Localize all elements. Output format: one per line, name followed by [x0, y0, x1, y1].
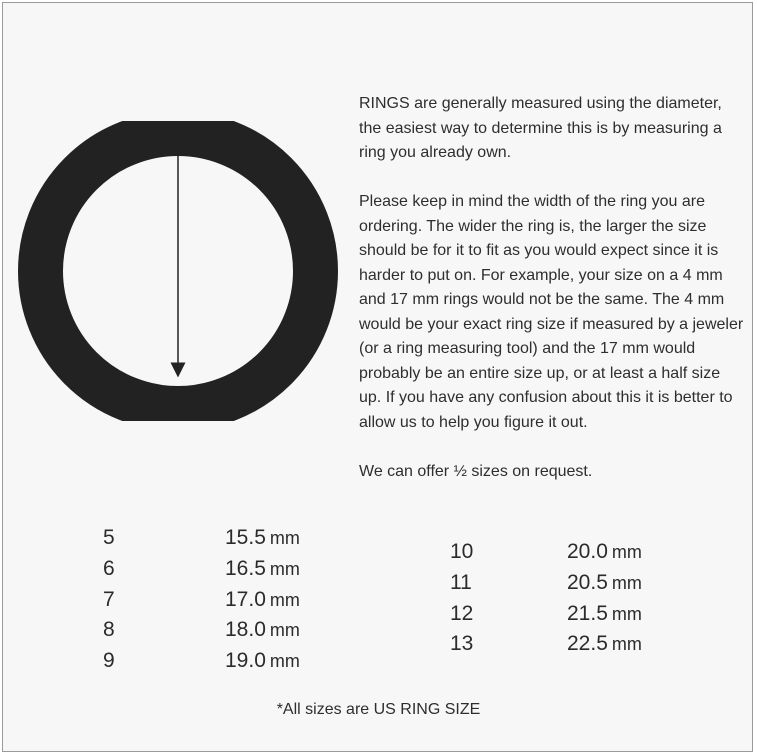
- description-paragraph-diameter: RINGS are generally measured using the diameter, the easiest way to determine this is by measuring a ring you already own.: [359, 95, 722, 161]
- ring-diameter-icon: [17, 121, 339, 421]
- ring-size: 8: [103, 618, 115, 642]
- size-row: [103, 523, 363, 554]
- size-chart-right: [450, 537, 710, 660]
- ring-diameter: 20.5: [567, 570, 608, 594]
- unit-label: mm: [269, 651, 300, 672]
- ring-size: 10: [450, 540, 474, 563]
- unit-label: mm: [269, 558, 300, 579]
- ring-diameter: 22.5: [567, 632, 608, 656]
- unit-label: mm: [269, 528, 300, 548]
- ring-size: 6: [103, 556, 115, 580]
- ring-diameter: 18.0: [225, 618, 266, 642]
- ring-size: 5: [103, 526, 115, 549]
- size-row: [103, 585, 363, 616]
- ring-diameter: 17.0: [225, 587, 266, 611]
- ring-diameter: 20.0: [567, 540, 608, 563]
- size-row: [450, 568, 710, 599]
- size-row: [103, 554, 363, 585]
- size-chart-left: [103, 523, 363, 677]
- ring-diameter: 19.0: [225, 649, 266, 673]
- unit-label: mm: [611, 572, 642, 593]
- ring-diameter: 16.5: [225, 556, 266, 580]
- size-row: [103, 646, 363, 677]
- unit-label: mm: [611, 542, 642, 562]
- description-paragraph-half-sizes: We can offer ½ sizes on request.: [359, 462, 593, 480]
- ring-size: 7: [103, 587, 115, 611]
- size-row: [450, 537, 710, 568]
- unit-label: mm: [611, 603, 642, 624]
- unit-label: mm: [269, 620, 300, 641]
- ring-diameter: 15.5: [225, 526, 266, 549]
- ring-size: 11: [450, 570, 472, 594]
- unit-label: mm: [269, 589, 300, 610]
- unit-label: mm: [611, 634, 642, 655]
- ring-size: 12: [450, 601, 474, 625]
- ring-size-guide: [2, 2, 753, 752]
- description-paragraph-width: Please keep in mind the width of the ring you are ordering. The wider the ring is, the larger the size should be for it to fit as you would expect since it is harder to put on. For example, your size on a 4 mm and 17 mm rings would not be the same. The 4 mm would be your exact ring size if measured by a jeweler (or a ring measuring tool) and the 17 mm would probably be an entire size up, or at least a half size up. If you have any confusion about this it is better to allow us to help you figure it out.: [359, 193, 744, 431]
- ring-diagram: [17, 121, 339, 421]
- size-row: [450, 599, 710, 630]
- size-row: [450, 629, 710, 660]
- size-row: [103, 615, 363, 646]
- ring-size: 13: [450, 632, 474, 656]
- ring-size: 9: [103, 649, 115, 673]
- us-ring-size-footnote: *All sizes are US RING SIZE: [276, 701, 481, 718]
- ring-diameter: 21.5: [567, 601, 608, 625]
- ring-measuring-description: [359, 92, 745, 509]
